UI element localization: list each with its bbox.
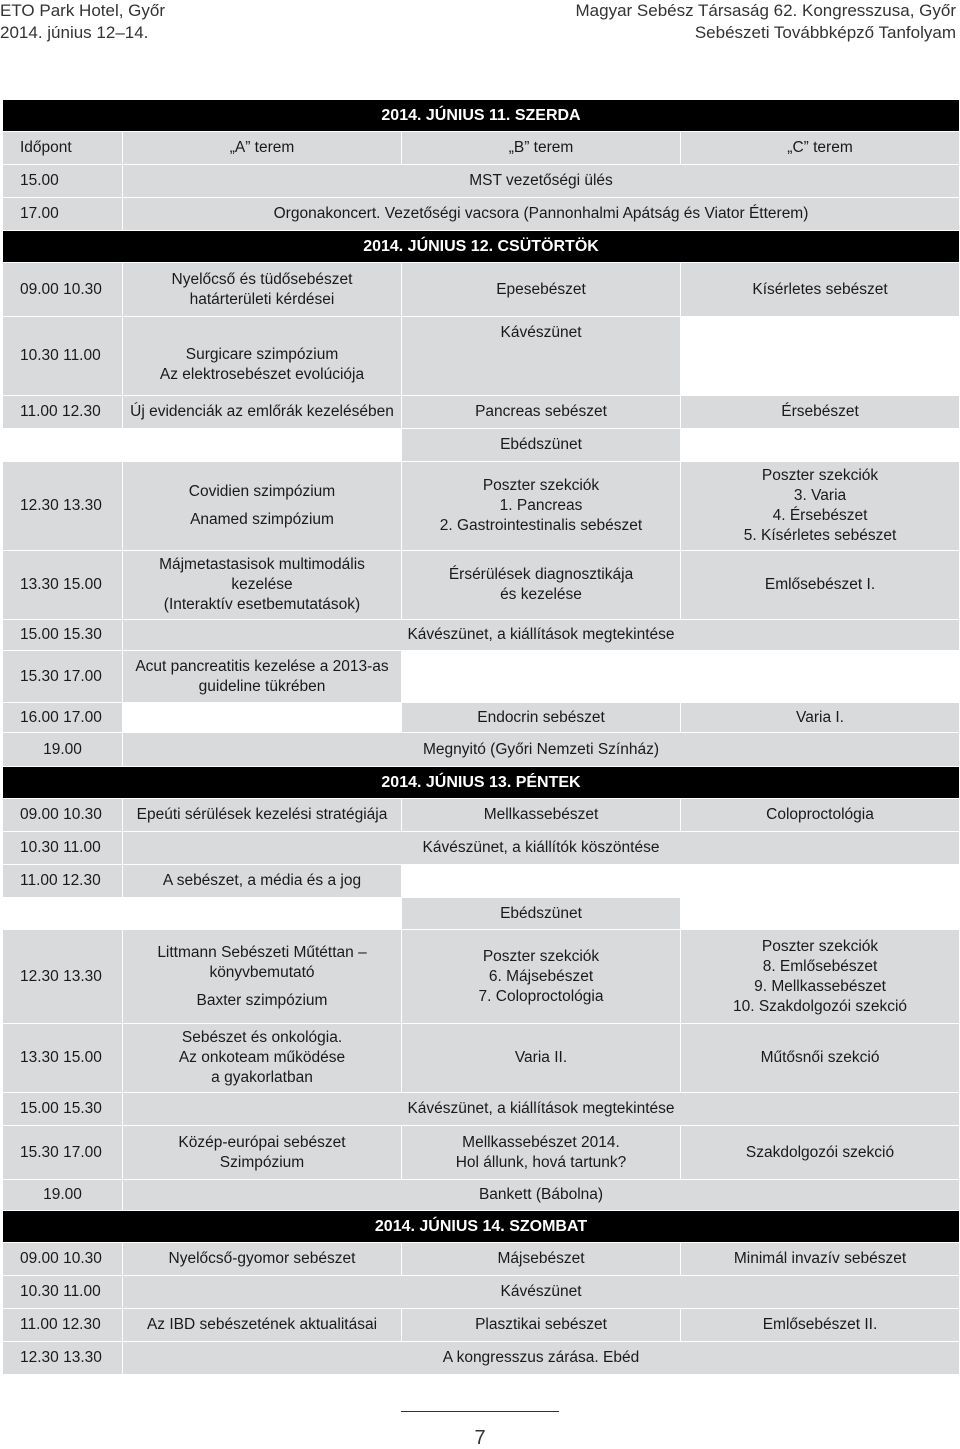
session-cell: Új evidenciák az emlőrák kezelésében xyxy=(123,396,402,429)
session-line: Hol állunk, hová tartunk? xyxy=(455,1153,627,1171)
time-cell: 10.30 11.00 xyxy=(3,1276,123,1309)
time-cell: 09.00 10.30 xyxy=(3,263,123,317)
session-line: 8. Emlősebészet xyxy=(762,957,878,975)
time-cell: 10.30 11.00 xyxy=(3,832,123,865)
session-line: Szimpózium xyxy=(219,1153,305,1171)
session-line: Littmann Sebészeti Műtéttan – xyxy=(157,943,367,961)
schedule-table xyxy=(2,99,960,1375)
session-cell xyxy=(123,651,402,703)
footer-rule xyxy=(401,1411,559,1412)
session-cell: Ebédszünet xyxy=(402,429,681,462)
time-cell: 16.00 17.00 xyxy=(3,703,123,733)
session-line: Poszter szekciók xyxy=(761,467,879,484)
empty-cell xyxy=(123,429,402,462)
session-cell: Nyelőcső-gyomor sebészet xyxy=(123,1243,402,1276)
table-row xyxy=(3,1309,960,1342)
session-cell: Emlősebészet II. xyxy=(681,1309,960,1342)
time-cell: 15.30 17.00 xyxy=(3,1126,123,1180)
empty-cell xyxy=(681,898,960,930)
table-row xyxy=(3,1024,960,1093)
session-line: Poszter szekciók xyxy=(482,477,600,494)
schedule xyxy=(2,99,959,1375)
session-cell: Kávészünet, a kiállítások megtekintése xyxy=(123,620,960,651)
session-line: 9. Mellkassebészet xyxy=(754,977,886,995)
table-row xyxy=(3,799,960,832)
session-cell: MST vezetőségi ülés xyxy=(123,165,960,198)
session-cell: A kongresszus zárása. Ebéd xyxy=(123,1342,960,1375)
session-cell xyxy=(402,1126,681,1180)
page-number: 7 xyxy=(474,1427,486,1449)
table-row xyxy=(3,620,960,651)
session-cell xyxy=(123,551,402,620)
session-line: Az elektrosebészet evolúciója xyxy=(159,366,365,383)
session-cell xyxy=(402,462,681,551)
table-row xyxy=(3,263,960,317)
session-cell: Az IBD sebészetének aktualitásai xyxy=(123,1309,402,1342)
time-cell: 12.30 13.30 xyxy=(3,930,123,1024)
session-line: Poszter szekciók xyxy=(761,937,879,955)
session-cell: Varia I. xyxy=(681,703,960,733)
day-title: 2014. JÚNIUS 13. PÉNTEK xyxy=(3,767,960,799)
session-cell xyxy=(123,462,402,551)
table-row xyxy=(3,651,960,703)
table-row xyxy=(3,898,960,930)
empty-cell xyxy=(681,865,960,898)
time-cell: 15.00 xyxy=(3,165,123,198)
session-cell: Orgonakoncert. Vezetőségi vacsora (Pannonhalmi Apátság és Viator Étterem) xyxy=(123,198,960,231)
empty-cell xyxy=(123,703,402,733)
time-cell: 19.00 xyxy=(3,1180,123,1211)
course-title: Sebészeti Továbbképző Tanfolyam xyxy=(694,23,956,42)
session-cell xyxy=(123,1024,402,1093)
table-row xyxy=(3,551,960,620)
table-row xyxy=(3,317,960,396)
table-row xyxy=(3,396,960,429)
session-cell: Pancreas sebészet xyxy=(402,396,681,429)
session-line: 1. Pancreas xyxy=(499,497,583,514)
table-row xyxy=(3,865,960,898)
session-cell: Kávészünet, a kiállítások megtekintése xyxy=(123,1093,960,1126)
session-cell xyxy=(402,930,681,1024)
session-cell: Endocrin sebészet xyxy=(402,703,681,733)
day-title: 2014. JÚNIUS 14. SZOMBAT xyxy=(3,1211,960,1243)
time-cell: 12.30 13.30 xyxy=(3,1342,123,1375)
table-row xyxy=(3,1093,960,1126)
session-cell: Májsebészet xyxy=(402,1243,681,1276)
time-cell: 13.30 15.00 xyxy=(3,1024,123,1093)
time-cell: 15.00 15.30 xyxy=(3,1093,123,1126)
day-header-sat xyxy=(3,1211,960,1243)
session-line: Surgicare szimpózium xyxy=(185,346,339,363)
empty-cell xyxy=(3,429,123,462)
time-cell: 09.00 10.30 xyxy=(3,1243,123,1276)
session-cell xyxy=(123,930,402,1024)
table-row xyxy=(3,462,960,551)
dates: 2014. június 12–14. xyxy=(0,23,149,42)
empty-cell xyxy=(3,898,123,930)
session-line: 4. Érsebészet xyxy=(772,507,868,524)
time-cell: 09.00 10.30 xyxy=(3,799,123,832)
session-line: (Interaktív esetbemutatások) xyxy=(163,596,361,613)
session-cell xyxy=(123,317,402,396)
session-line: Érsérülések diagnosztikája xyxy=(448,566,634,583)
time-cell: 11.00 12.30 xyxy=(3,865,123,898)
session-cell: Kávészünet, a kiállítók köszöntése xyxy=(123,832,960,865)
session-line: a gyakorlatban xyxy=(211,1069,313,1086)
day-title: 2014. JÚNIUS 11. SZERDA xyxy=(3,100,960,132)
empty-cell xyxy=(681,651,960,703)
table-row xyxy=(3,733,960,767)
session-cell xyxy=(123,1126,402,1180)
day-title: 2014. JÚNIUS 12. CSÜTÖRTÖK xyxy=(3,231,960,263)
session-cell xyxy=(681,462,960,551)
header-right xyxy=(576,0,956,44)
session-line: és kezelése xyxy=(500,586,582,603)
session-line: Baxter szimpózium xyxy=(196,991,328,1009)
table-row xyxy=(3,429,960,462)
session-line: 6. Májsebészet xyxy=(488,967,594,985)
session-cell xyxy=(681,930,960,1024)
session-cell: Bankett (Bábolna) xyxy=(123,1180,960,1211)
session-cell: Coloproctológia xyxy=(681,799,960,832)
session-cell: Mellkassebészet xyxy=(402,799,681,832)
session-line: Sebészet és onkológia. xyxy=(181,1029,343,1046)
table-row xyxy=(3,832,960,865)
table-row xyxy=(3,930,960,1024)
session-cell: Epeúti sérülések kezelési stratégiája xyxy=(123,799,402,832)
session-line: Nyelőcső és tüdősebészet xyxy=(171,270,353,288)
congress-title: Magyar Sebész Társaság 62. Kongresszusa, Győr xyxy=(575,1,956,20)
empty-cell xyxy=(402,865,681,898)
venue: ETO Park Hotel, Győr xyxy=(0,1,166,20)
header-left xyxy=(0,0,165,44)
session-cell: Érsebészet xyxy=(681,396,960,429)
empty-cell xyxy=(681,429,960,462)
session-line: Az onkoteam működése xyxy=(178,1049,346,1066)
session-line: 5. Kísérletes sebészet xyxy=(743,527,897,544)
table-row xyxy=(3,198,960,231)
table-row xyxy=(3,703,960,733)
session-cell: Ebédszünet xyxy=(402,898,681,930)
session-cell: Kávészünet xyxy=(402,317,681,396)
time-cell: 15.30 17.00 xyxy=(3,651,123,703)
session-cell: Megnyitó (Győri Nemzeti Színház) xyxy=(123,733,960,767)
day-header-fri xyxy=(3,767,960,799)
session-cell: Varia II. xyxy=(402,1024,681,1093)
session-cell: Minimál invazív sebészet xyxy=(681,1243,960,1276)
time-cell: 13.30 15.00 xyxy=(3,551,123,620)
session-cell xyxy=(123,263,402,317)
session-cell: Szakdolgozói szekció xyxy=(681,1126,960,1180)
session-cell: Kávészünet xyxy=(123,1276,960,1309)
session-cell: Műtősnői szekció xyxy=(681,1024,960,1093)
session-line: Poszter szekciók xyxy=(482,947,600,965)
col-room-c: „C” terem xyxy=(681,132,960,165)
table-row xyxy=(3,1126,960,1180)
session-line: 3. Varia xyxy=(793,487,847,504)
session-line: Közép-európai sebészet xyxy=(178,1133,346,1151)
table-row xyxy=(3,165,960,198)
empty-cell xyxy=(123,898,402,930)
session-cell: Plasztikai sebészet xyxy=(402,1309,681,1342)
session-cell: Epesebészet xyxy=(402,263,681,317)
session-line: Mellkassebészet 2014. xyxy=(462,1133,620,1151)
table-row xyxy=(3,1276,960,1309)
empty-cell xyxy=(402,651,681,703)
session-cell xyxy=(402,551,681,620)
session-cell: Emlősebészet I. xyxy=(681,551,960,620)
session-line: könyvbemutató xyxy=(209,963,315,981)
session-line: Anamed szimpózium xyxy=(190,511,334,528)
table-row xyxy=(3,1342,960,1375)
time-cell: 19.00 xyxy=(3,733,123,767)
session-line: kezelése xyxy=(231,576,293,593)
col-room-b: „B” terem xyxy=(402,132,681,165)
day-header-wed xyxy=(3,100,960,132)
session-line: 10. Szakdolgozói szekció xyxy=(732,997,908,1015)
session-line: guideline tükrében xyxy=(198,677,326,695)
table-row xyxy=(3,1243,960,1276)
session-line: 2. Gastrointestinalis sebészet xyxy=(439,517,643,534)
time-cell: 12.30 13.30 xyxy=(3,462,123,551)
col-room-a: „A” terem xyxy=(123,132,402,165)
session-line: határterületi kérdései xyxy=(189,290,335,308)
time-cell: 15.00 15.30 xyxy=(3,620,123,651)
session-line: Acut pancreatitis kezelése a 2013-as xyxy=(135,657,389,675)
col-time: Időpont xyxy=(3,132,123,165)
time-cell: 17.00 xyxy=(3,198,123,231)
empty-cell xyxy=(681,317,960,396)
session-line: Covidien szimpózium xyxy=(188,483,336,500)
session-line: 7. Coloproctológia xyxy=(478,987,604,1005)
day-header-thu xyxy=(3,231,960,263)
column-header-row xyxy=(3,132,960,165)
session-line: Májmetastasisok multimodális xyxy=(159,556,365,573)
table-row xyxy=(3,1180,960,1211)
time-cell: 11.00 12.30 xyxy=(3,1309,123,1342)
time-cell: 11.00 12.30 xyxy=(3,396,123,429)
session-cell: A sebészet, a média és a jog xyxy=(123,865,402,898)
time-cell: 10.30 11.00 xyxy=(3,317,123,396)
session-cell: Kísérletes sebészet xyxy=(681,263,960,317)
